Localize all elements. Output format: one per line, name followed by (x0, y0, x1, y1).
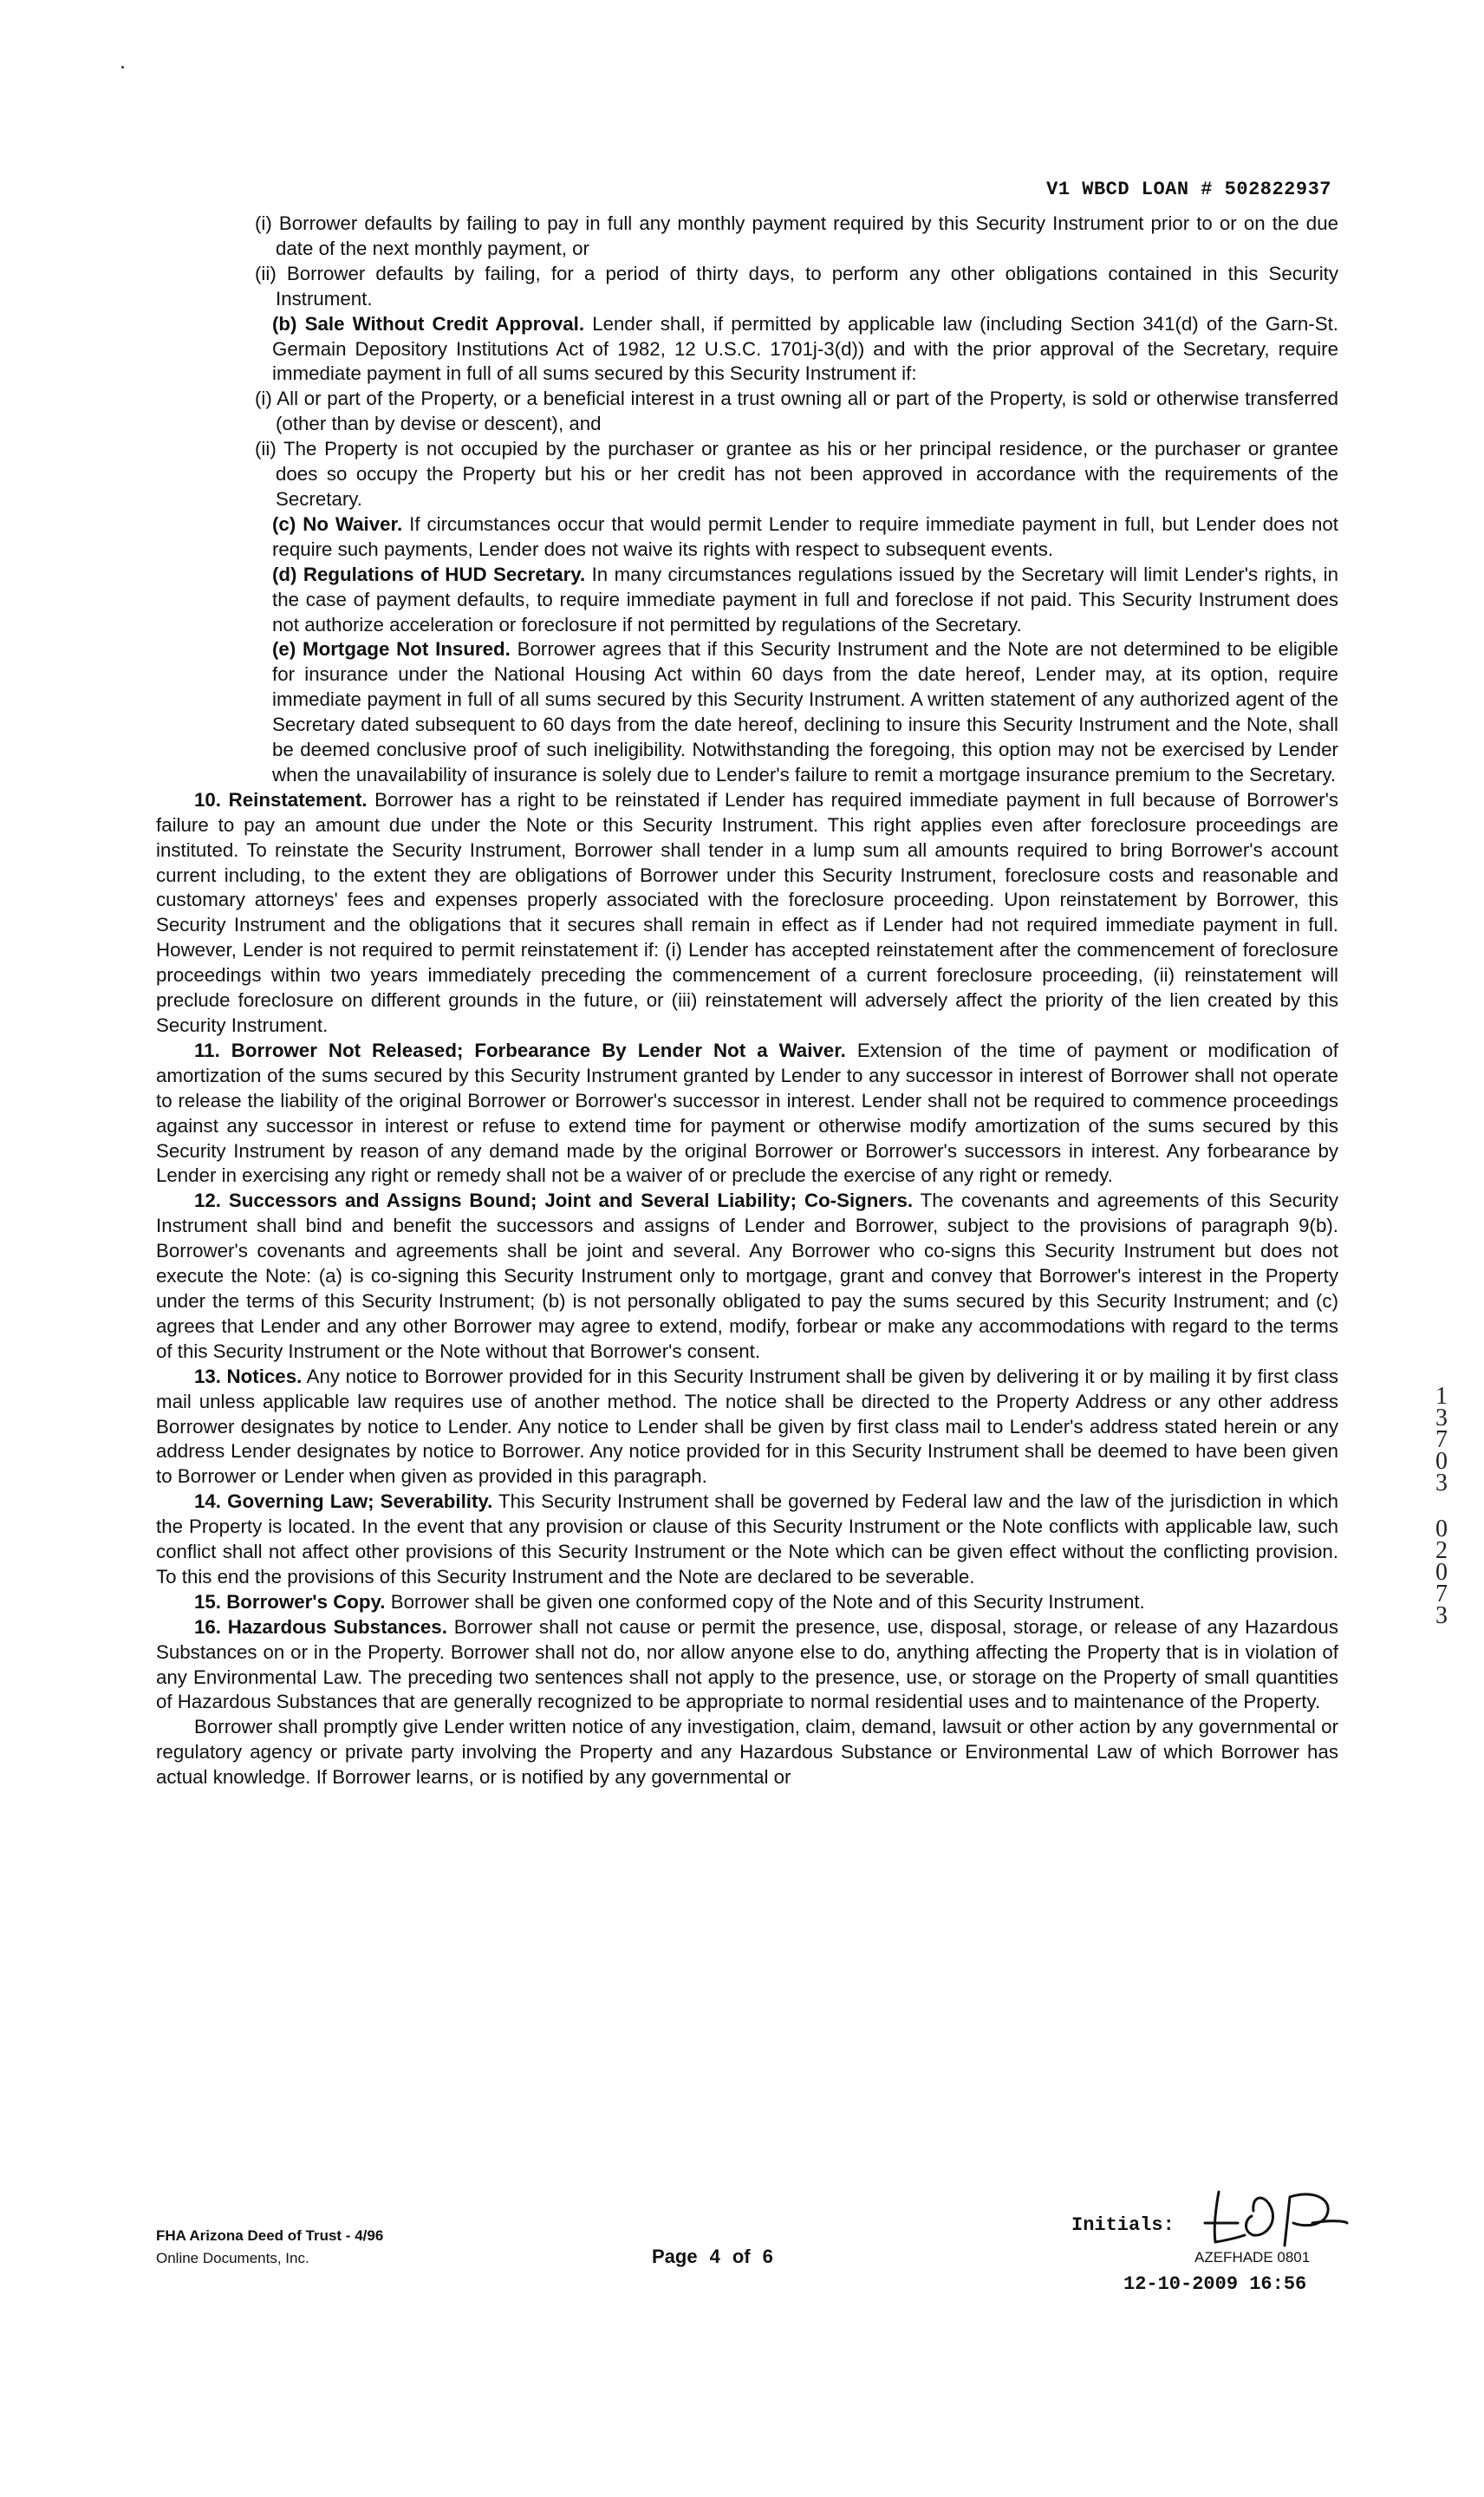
paragraph (156, 312, 1338, 388)
paragraph-heading: (d) Regulations of HUD Secretary. (272, 563, 586, 585)
paragraph-heading: (e) Mortgage Not Insured. (272, 638, 511, 661)
stamp-digit: 3 (1435, 1405, 1448, 1431)
paragraph (156, 563, 1338, 638)
publisher: Online Documents, Inc. (156, 2250, 309, 2266)
document-body (156, 212, 1338, 1790)
paragraph-heading: (c) No Waiver. (272, 512, 403, 535)
paragraph (156, 212, 1338, 262)
paragraph-text: (ii) Borrower defaults by failing, for a period of thirty days, to perform any other obligations contained in this Security Instrument. (255, 262, 1338, 310)
paragraph (156, 262, 1338, 312)
stamp-digit: 0 (1435, 1516, 1448, 1542)
paragraph-text: Borrower shall promptly give Lender written notice of any investigation, claim, demand, lawsuit or other action by any governmental or regulatory agency or private party involving the Property and any Hazardous Substance or Environmental Law of which Borrower has actual knowledge. If Borrower learns, or is notified by any governmental or (156, 1716, 1338, 1789)
paragraph (156, 1490, 1338, 1590)
paragraph-heading: 16. Hazardous Substances. (194, 1615, 447, 1638)
paragraph-text: Borrower shall not cause or permit the presence, use, disposal, storage, or release of any Hazardous Substances on or in the Property. Borrower shall not do, nor allow anyone else to do, anything affecting the Property that is in violation of any Environmental Law. The preceding two sentences shall not apply to the presence, use, or storage on the Property of small quantities of Hazardous Substances that are generally recognized to be appropriate to normal residential uses and to maintenance of the Property. (156, 1615, 1338, 1713)
paragraph (156, 1715, 1338, 1790)
loan-number: V1 WBCD LOAN # 502822937 (1046, 179, 1331, 200)
paragraph (156, 512, 1338, 563)
stamp-digit: 7 (1435, 1581, 1448, 1607)
paragraph (156, 437, 1338, 512)
paragraph-heading: 10. Reinstatement. (194, 788, 368, 811)
paragraph-text: If circumstances occur that would permit Lender to require immediate payment in full, but Lender does not require such payments, Lender does not waive its rights with respect to subsequent events. (272, 512, 1338, 560)
paragraph (156, 1590, 1338, 1615)
stamp-digit: 3 (1435, 1602, 1448, 1629)
page-indicator (652, 2246, 785, 2268)
paragraph (156, 1039, 1338, 1189)
initials-label: Initials: (1071, 2214, 1175, 2236)
paragraph (156, 1189, 1338, 1364)
paragraph-text: (i) Borrower defaults by failing to pay in full any monthly payment required by this Security Instrument prior to or on the due date of the next monthly payment, or (255, 212, 1338, 259)
paragraph (156, 788, 1338, 1039)
paragraph-text: Borrower agrees that if this Security Instrument and the Note are not determined to be eligible for insurance under the National Housing Act within 60 days from the date hereof, Lender may, at its option, require immediate payment in full of all sums secured by this Security Instrument. A written statement of any authorized agent of the Secretary dated subsequent to 60 days from the date hereof, declining to insure this Security Instrument and the Note, shall be deemed conclusive proof of such ineligibility. Notwithstanding the foregoing, this option may not be exercised by Lender when the unavailability of insurance is solely due to Lender's failure to remit a mortgage insurance premium to the Secretary. (272, 638, 1338, 786)
paragraph (156, 1365, 1338, 1490)
form-name: FHA Arizona Deed of Trust - 4/96 (156, 2227, 384, 2244)
initials-signature (1200, 2185, 1352, 2258)
stamp-digit: 0 (1435, 1448, 1448, 1475)
stamp-digit: 2 (1435, 1537, 1448, 1564)
stamp-digit: 3 (1435, 1470, 1448, 1496)
paragraph (156, 637, 1338, 787)
paragraph-heading: 12. Successors and Assigns Bound; Joint and Several Liability; Co-Signers. (194, 1190, 914, 1212)
of-word: of (732, 2246, 751, 2267)
paragraph-text: Any notice to Borrower provided for in this Security Instrument shall be given by delivering it or by mailing it by first class mail unless applicable law requires use of another method. The notice shall be directed to the Property Address or any other address Borrower designates by notice to Lender. Any notice to Lender shall be given by first class mail to Lender's address stated herein or any address Lender designates by notice to Borrower. Any notice provided for in this Security Instrument shall be deemed to have been given to Borrower or Lender when given as provided in this paragraph. (156, 1365, 1338, 1488)
recording-stamp (1429, 1385, 1455, 1627)
paragraph-text: Borrower has a right to be reinstated if Lender has required immediate payment in full because of Borrower's failure to pay an amount due under the Note or this Security Instrument. This right applies even after foreclosure proceedings are instituted. To reinstate the Security Instrument, Borrower shall tender in a lump sum all amounts required to bring Borrower's account current including, to the extent they are obligations of Borrower under this Security Instrument, foreclosure costs and reasonable and customary attorneys' fees and expenses properly associated with the foreclosure proceeding. Upon reinstatement by Borrower, this Security Instrument and the obligations that it secures shall remain in effect as if Lender had not required immediate payment in full. However, Lender is not required to permit reinstatement if: (i) Lender has accepted reinstatement after the commencement of foreclosure proceedings within two years immediately preceding the commencement of a current foreclosure proceeding, (ii) reinstatement will preclude foreclosure on different grounds in the future, or (iii) reinstatement will adversely affect the priority of the lien created by this Security Instrument. (156, 788, 1338, 1036)
document-code: AZEFHADE 0801 (1194, 2249, 1311, 2266)
page-word: Page (652, 2246, 698, 2267)
footer-form-info (156, 2225, 383, 2270)
page-number: 4 (709, 2246, 720, 2267)
paragraph-text: In many circumstances regulations issued by the Secretary will limit Lender's rights, in the case of payment defaults, to require immediate payment in full and foreclose if not paid. This Security Instrument does not authorize acceleration or foreclosure if not permitted by regulations of the Secretary. (272, 563, 1338, 636)
paragraph-text: (ii) The Property is not occupied by the purchaser or grantee as his or her principal residence, or the purchaser or grantee does so occupy the Property but his or her credit has not been approved in accordance with the requirements of the Secretary. (255, 438, 1338, 510)
paragraph-text: (i) All or part of the Property, or a beneficial interest in a trust owning all or part of the Property, is sold or otherwise transferred (other than by devise or descent), and (255, 388, 1338, 435)
print-timestamp: 12-10-2009 16:56 (1123, 2273, 1307, 2295)
paragraph-heading: 13. Notices. (194, 1365, 303, 1387)
stamp-digit: 0 (1435, 1559, 1448, 1586)
paragraph-heading: 15. Borrower's Copy. (194, 1590, 386, 1613)
paragraph-text: This Security Instrument shall be governed by Federal law and the law of the jurisdiction in which the Property is located. In the event that any provision or clause of this Security Instrument or the Note conflicts with applicable law, such conflict shall not affect other provisions of this Security Instrument or the Note which can be given effect without the conflicting provision. To this end the provisions of this Security Instrument and the Note are declared to be severable. (156, 1490, 1338, 1588)
paragraph (156, 1615, 1338, 1716)
paragraph-text: Lender shall, if permitted by applicable law (including Section 341(d) of the Garn-St. Germain Depository Institutions Act of 1982, 12 U.S.C. 1701j-3(d)) and with the prior approval of the Secretary, require immediate payment in full of all sums secured by this Security Instrument if: (272, 312, 1338, 385)
paragraph-heading: (b) Sale Without Credit Approval. (272, 312, 585, 335)
paragraph-heading: 11. Borrower Not Released; Forbearance By Lender Not a Waiver. (194, 1039, 846, 1061)
scan-speck (121, 66, 124, 68)
stamp-digit: 7 (1435, 1426, 1448, 1453)
paragraph-text: Borrower shall be given one conformed copy of the Note and of this Security Instrument. (385, 1590, 1145, 1613)
page-total: 6 (762, 2246, 773, 2267)
paragraph (156, 387, 1338, 437)
paragraph-text: Extension of the time of payment or modification of amortization of the sums secured by this Security Instrument granted by Lender to any successor in interest of Borrower shall not operate to release the liability of the original Borrower or Borrower's successor in interest. Lender shall not be required to commence proceedings against any successor in interest or refuse to extend time for payment or otherwise modify amortization of the sums secured by this Security Instrument by reason of any demand made by the original Borrower or Borrower's successors in interest. Any forbearance by Lender in exercising any right or remedy shall not be a waiver of or preclude the exercise of any right or remedy. (156, 1039, 1338, 1187)
paragraph-heading: 14. Governing Law; Severability. (194, 1490, 493, 1513)
stamp-digit: 1 (1435, 1383, 1448, 1410)
paragraph-text: The covenants and agreements of this Security Instrument shall bind and benefit the successors and assigns of Lender and Borrower, subject to the provisions of paragraph 9(b). Borrower's covenants and agreements shall be joint and several. Any Borrower who co-signs this Security Instrument but does not execute the Note: (a) is co-signing this Security Instrument only to mortgage, grant and convey that Borrower's interest in the Property under the terms of this Security Instrument; (b) is not personally obligated to pay the sums secured by this Security Instrument; and (c) agrees that Lender and any other Borrower may agree to extend, modify, forbear or make any accommodations with regard to the terms of this Security Instrument or the Note without that Borrower's consent. (156, 1190, 1338, 1362)
